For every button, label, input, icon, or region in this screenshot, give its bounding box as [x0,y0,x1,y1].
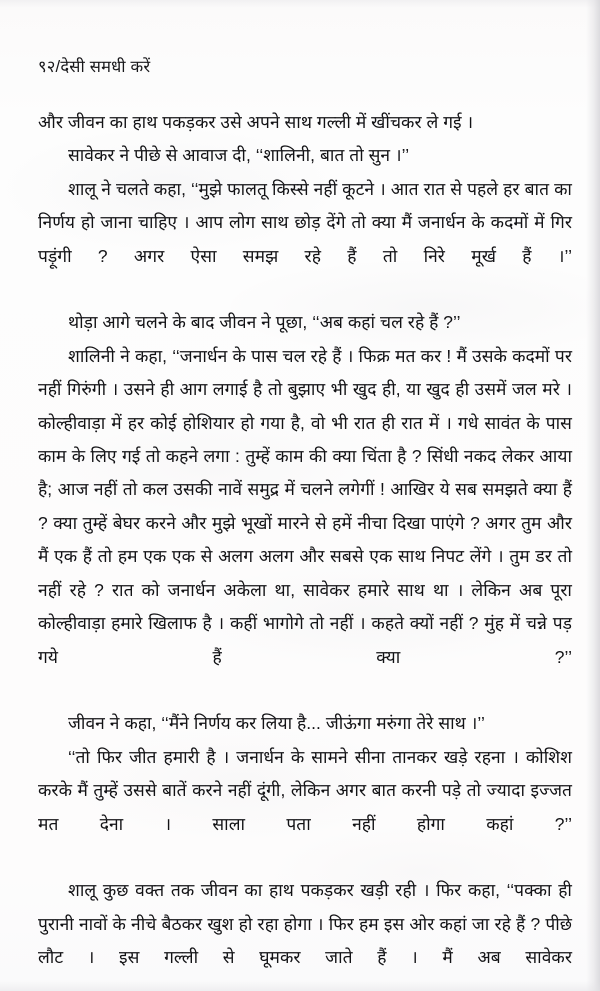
scan-edge-top [0,0,600,8]
body-text-block [38,106,572,991]
paragraph: सावेकर ने पीछे से आवाज दी, ‘‘शालिनी, बात तो सुन ।’’ [68,145,410,166]
paragraph: शालिनी ने कहा, ‘‘जनार्धन के पास चल रहे हैं । फिक्र मत कर ! मैं उसके कदमों पर नहीं गिरुंगी । उसने ही आग लगाई है तो बुझाए भी खुद ही, या खुद ही उसमें जल मरे । कोल्हीवाड़ा में हर कोई होशियार हो गया है, वो भी रात ही रात में । गधे सावंत के पास काम के लिए गई तो कहने लगा : तुम्हें काम की क्या चिंता है ? सिंधी नकद लेकर आया है; आज नहीं तो कल उसकी नावें समुद्र में चलने लगेगीं ! आखिर ये सब समझते क्या हैं ? क्या तुम्हें बेघर करने और मुझे भूखों मारने से हमें नीचा दिखा पाएंगे ? अगर तुम और मैं एक हैं तो हम एक एक से अलग अलग और सबसे एक साथ निपट लेंगे । तुम डर तो नहीं रहे ? रात को जनार्धन अकेला था, सावेकर हमारे साथ था । लेकिन अब पूरा कोल्हीवाड़ा हमारे खिलाफ है । कहीं भागोगे तो नहीं । कहते क्यों नहीं ? मुंह में चन्ने पड़ गये हैं क्या ?’’ [38,345,572,667]
paragraph: ‘‘तो फिर जीत हमारी है । जनार्धन के सामने सीना तानकर खड़े रहना । कोशिश करके मैं तुम्हें उससे बातें करने नहीं दूंगी, लेकिन अगर बात करनी पड़े तो ज्यादा इज्जत मत देना । साला पता नहीं होगा कहां ?’’ [38,746,572,834]
paragraph: शालू ने चलते कहा, ‘‘मुझे फालतू किस्से नहीं कूटने । आत रात से पहले हर बात का निर्णय हो जाना चाहिए । आप लोग साथ छोड़ देंगे तो क्या मैं जनार्धन के कदमों में गिर पड़ूंगी ? अगर ऐसा समझ रहे हैं तो निरे मूर्ख हैं ।’’ [38,178,572,266]
paragraph: जीवन ने कहा, ‘‘मैंने निर्णय कर लिया है... जीऊंगा मरुंगा तेरे साथ ।’’ [68,713,485,734]
paragraph: शालू कुछ वक्त तक जीवन का हाथ पकड़कर खड़ी रही । फिर कहा, ‘‘पक्का ही पुरानी नावों के नीचे बैठकर खुश हो रहा होगा । फिर हम इस ओर कहां जा रहे हैं ? पीछे लौट । इस गल्ली से घूमकर जाते हैं । मैं अब सावेकर [38,880,573,968]
paragraph: और जीवन का हाथ पकड़कर उसे अपने साथ गल्ली में खींचकर ले गई । [38,112,474,132]
paragraph: थोड़ा आगे चलने के बाद जीवन ने पूछा, ‘‘अब कहां चल रहे हैं ?’’ [68,312,461,333]
running-head: ९२/देसी समधी करें [38,58,151,76]
scan-edge-right [586,0,600,991]
